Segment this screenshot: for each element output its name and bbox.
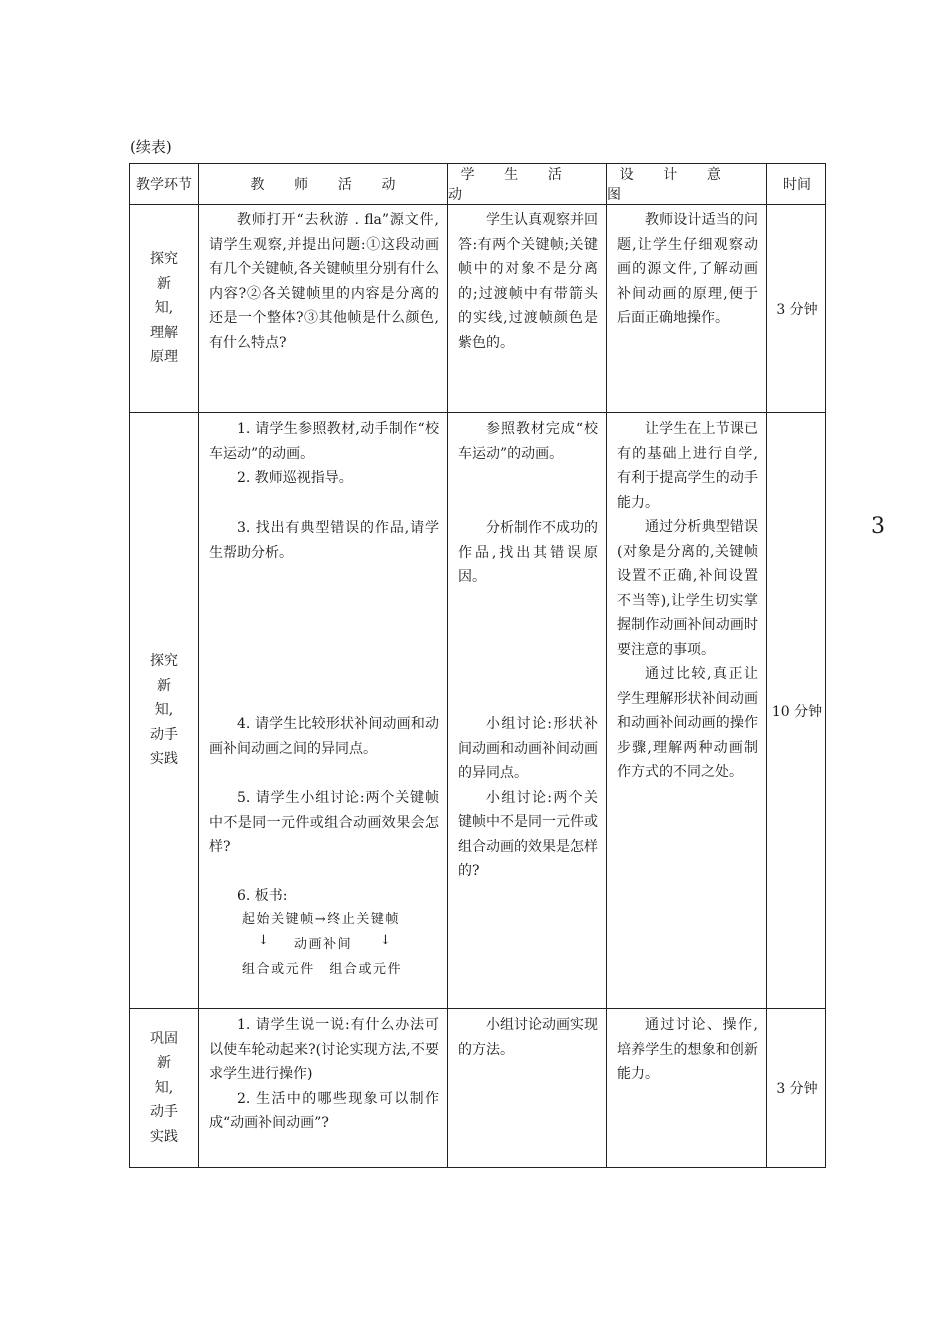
stage-cell <box>130 413 198 1008</box>
student-activity-cell <box>458 417 598 466</box>
design-intent-cell <box>617 208 758 331</box>
teacher-text: 2. 教师巡视指导。 <box>237 470 353 486</box>
board-line: 起始关键帧→终止关键帧 <box>242 912 401 927</box>
stage-line: 实践 <box>149 751 178 768</box>
teacher-text: 1. 请学生参照教材,动手制作“校车运动”的动画。 <box>209 421 439 462</box>
board-line: 动画补间 <box>294 937 353 952</box>
stage-line: 探究 <box>149 251 178 268</box>
header-student: 学 生 活 动 <box>448 167 575 203</box>
teacher-text: 3. 找出有典型错误的作品,请学生帮助分析。 <box>209 520 439 561</box>
stage-line: 巩固 <box>149 1030 178 1047</box>
row-divider <box>130 204 825 205</box>
board-line: 组合或元件 组合或元件 <box>242 962 403 977</box>
column-divider <box>198 164 199 1167</box>
design-text: 通过分析典型错误(对象是分离的,关键帧设置不正确,补间设置不当等),让学生切实掌握制作动画补间动画时要注意的事项。 <box>617 519 758 658</box>
stage-line: 动手 <box>149 726 178 743</box>
student-text: 小组讨论动画实现的方法。 <box>458 1017 598 1058</box>
design-intent-cell <box>617 417 758 785</box>
header-stage: 教学环节 <box>136 177 192 193</box>
student-activity-cell <box>458 516 598 590</box>
design-text: 让学生在上节课已有的基础上进行自学,有利于提高学生的动手能力。 <box>617 421 758 511</box>
teacher-text: 2. 生活中的哪些现象可以制作成“动画补间动画”? <box>209 1090 439 1131</box>
board-arrow: ↓ <box>380 933 391 948</box>
teacher-text: 6. 板书: <box>237 888 288 904</box>
design-text: 通过比较,真正让学生理解形状补间动画和动画补间动画的操作步骤,理解两种动画制作方式的不同之处。 <box>617 666 758 780</box>
stage-cell <box>130 205 198 412</box>
time-cell: 10 分钟 <box>771 703 823 720</box>
lesson-plan-table <box>129 163 826 1168</box>
teacher-activity-cell <box>209 884 439 909</box>
stage-cell <box>130 1009 198 1167</box>
student-text: 小组讨论:两个关键帧中不是同一元件或组合动画的效果是怎样的? <box>458 789 598 879</box>
student-text: 小组讨论:形状补间动画和动画补间动画的异同点。 <box>458 716 598 781</box>
student-activity-cell <box>458 1013 598 1062</box>
teacher-activity-cell <box>209 1013 439 1136</box>
teacher-activity-cell <box>209 786 439 860</box>
teacher-activity-cell <box>209 417 439 491</box>
board-arrow: ↓ <box>258 933 269 948</box>
continued-label: (续表) <box>130 138 172 156</box>
stage-line: 动手 <box>149 1104 178 1121</box>
student-text: 学生认真观察并回答:有两个关键帧;关键帧中的对象不是分离的;过渡帧中有带箭头的实线,过渡帧颜色是紫色的。 <box>458 212 598 351</box>
row-divider <box>130 412 825 413</box>
time-cell: 3 分钟 <box>776 1081 818 1097</box>
column-divider <box>447 164 448 1167</box>
stage-line: 新知, <box>154 677 174 719</box>
stage-line: 新知, <box>154 1055 174 1096</box>
teacher-text: 4. 请学生比较形状补间动画和动画补间动画之间的异同点。 <box>209 716 439 757</box>
page-number: 3 <box>871 514 885 539</box>
header-time: 时间 <box>783 177 811 193</box>
header-teacher: 教 师 活 动 <box>250 177 409 193</box>
student-text: 参照教材完成“校车运动”的动画。 <box>458 421 598 462</box>
stage-line: 新知, <box>154 275 174 317</box>
design-text: 通过讨论、操作,培养学生的想象和创新能力。 <box>617 1017 758 1082</box>
design-text: 教师设计适当的问题,让学生仔细观察动画的源文件,了解动画补间动画的原理,便于后面正确地操作。 <box>617 212 758 326</box>
teacher-text: 5. 请学生小组讨论:两个关键帧中不是同一元件或组合动画效果会怎样? <box>209 790 439 855</box>
student-activity-cell <box>458 208 598 355</box>
stage-line: 探究 <box>149 653 178 670</box>
teacher-activity-cell <box>209 712 439 761</box>
stage-line: 原理 <box>149 349 178 366</box>
teacher-text: 教师打开“去秋游 . fla”源文件,请学生观察,并提出问题:①这段动画有几个关键帧,各关键帧里分别有什么内容?②各关键帧里的内容是分离的还是一个整体?③其他帧是什么颜色,有什么特点? <box>209 212 439 351</box>
teacher-activity-cell <box>209 516 439 565</box>
time-cell: 3 分钟 <box>776 301 818 318</box>
teacher-text: 1. 请学生说一说:有什么办法可以使车轮动起来?(讨论实现方法,不要求学生进行操作) <box>209 1017 439 1082</box>
design-intent-cell <box>617 1013 758 1087</box>
row-divider <box>130 1008 825 1009</box>
stage-line: 理解 <box>149 324 178 341</box>
student-text: 分析制作不成功的作品,找出其错误原因。 <box>458 520 598 585</box>
teacher-activity-cell <box>209 208 439 355</box>
student-activity-cell <box>458 712 598 884</box>
header-design: 设 计 意 图 <box>607 167 734 203</box>
column-divider <box>606 164 607 1167</box>
stage-line: 实践 <box>149 1128 178 1145</box>
